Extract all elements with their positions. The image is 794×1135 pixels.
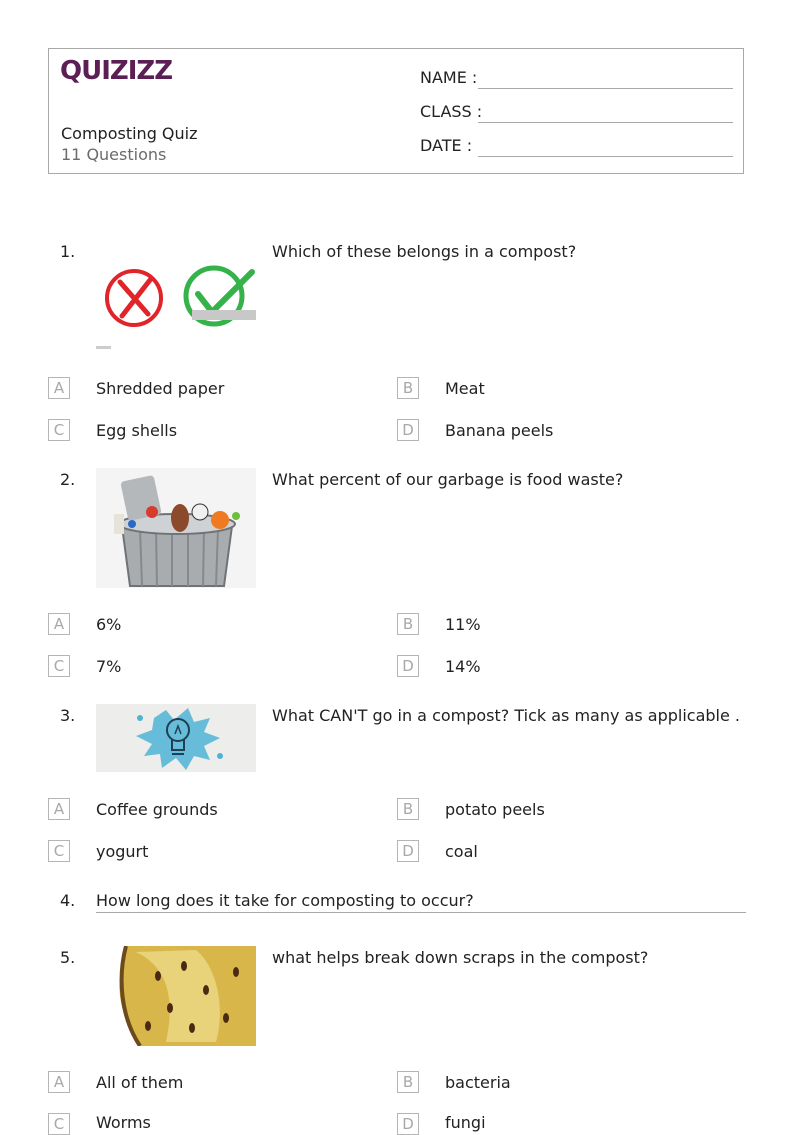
question-number: 1. — [60, 242, 76, 261]
question-text: How long does it take for composting to occur? — [96, 891, 474, 910]
cross-and-check-icon — [96, 242, 256, 352]
answer-line[interactable] — [96, 912, 746, 913]
option-c-text: Egg shells — [96, 421, 178, 440]
question-1-image — [96, 242, 256, 352]
trash-can-icon — [96, 468, 256, 588]
class-field[interactable] — [478, 122, 733, 123]
question-text: What CAN'T go in a compost? Tick as many as applicable . — [272, 706, 741, 725]
option-d-box[interactable]: D — [397, 419, 419, 441]
rotting-fruit-icon — [96, 946, 256, 1046]
date-field[interactable] — [478, 156, 733, 157]
option-b-text: 11% — [445, 615, 481, 634]
option-a-text: All of them — [96, 1073, 184, 1092]
option-d-text: Banana peels — [445, 421, 554, 440]
option-c-text: 7% — [96, 657, 122, 676]
question-count: 11 Questions — [61, 145, 167, 164]
question-text: Which of these belongs in a compost? — [272, 242, 577, 261]
question-number: 3. — [60, 706, 76, 725]
option-a-text: 6% — [96, 615, 122, 634]
quizizz-logo: QUIZIZZ — [60, 56, 173, 86]
question-5-image — [96, 946, 256, 1046]
option-b-box[interactable]: B — [397, 798, 419, 820]
class-label: CLASS : — [420, 102, 483, 121]
option-d-box[interactable]: D — [397, 655, 419, 677]
option-d-text: fungi — [445, 1113, 486, 1132]
option-c-box[interactable]: C — [48, 419, 70, 441]
question-2-image — [96, 468, 256, 588]
option-a-box[interactable]: A — [48, 798, 70, 820]
quiz-title: Composting Quiz — [61, 124, 198, 143]
question-text: What percent of our garbage is food waste? — [272, 470, 624, 489]
lightbulb-icon — [96, 704, 256, 772]
option-a-box[interactable]: A — [48, 1071, 70, 1093]
option-d-box[interactable]: D — [397, 1113, 419, 1135]
option-d-box[interactable]: D — [397, 840, 419, 862]
option-b-box[interactable]: B — [397, 613, 419, 635]
question-3-image — [96, 704, 256, 772]
option-a-text: Shredded paper — [96, 379, 225, 398]
option-b-text: Meat — [445, 379, 485, 398]
option-c-box[interactable]: C — [48, 840, 70, 862]
option-c-box[interactable]: C — [48, 1113, 70, 1135]
option-c-text: Worms — [96, 1113, 151, 1132]
question-number: 5. — [60, 948, 76, 967]
option-b-text: bacteria — [445, 1073, 511, 1092]
name-label: NAME : — [420, 68, 478, 87]
option-c-text: yogurt — [96, 842, 149, 861]
option-b-box[interactable]: B — [397, 377, 419, 399]
option-c-box[interactable]: C — [48, 655, 70, 677]
question-number: 2. — [60, 470, 76, 489]
question-number: 4. — [60, 891, 76, 910]
question-text: what helps break down scraps in the compost? — [272, 948, 649, 967]
option-b-box[interactable]: B — [397, 1071, 419, 1093]
option-d-text: 14% — [445, 657, 481, 676]
date-label: DATE : — [420, 136, 473, 155]
option-a-box[interactable]: A — [48, 377, 70, 399]
option-a-text: Coffee grounds — [96, 800, 218, 819]
option-d-text: coal — [445, 842, 478, 861]
option-a-box[interactable]: A — [48, 613, 70, 635]
option-b-text: potato peels — [445, 800, 545, 819]
name-field[interactable] — [478, 88, 733, 89]
